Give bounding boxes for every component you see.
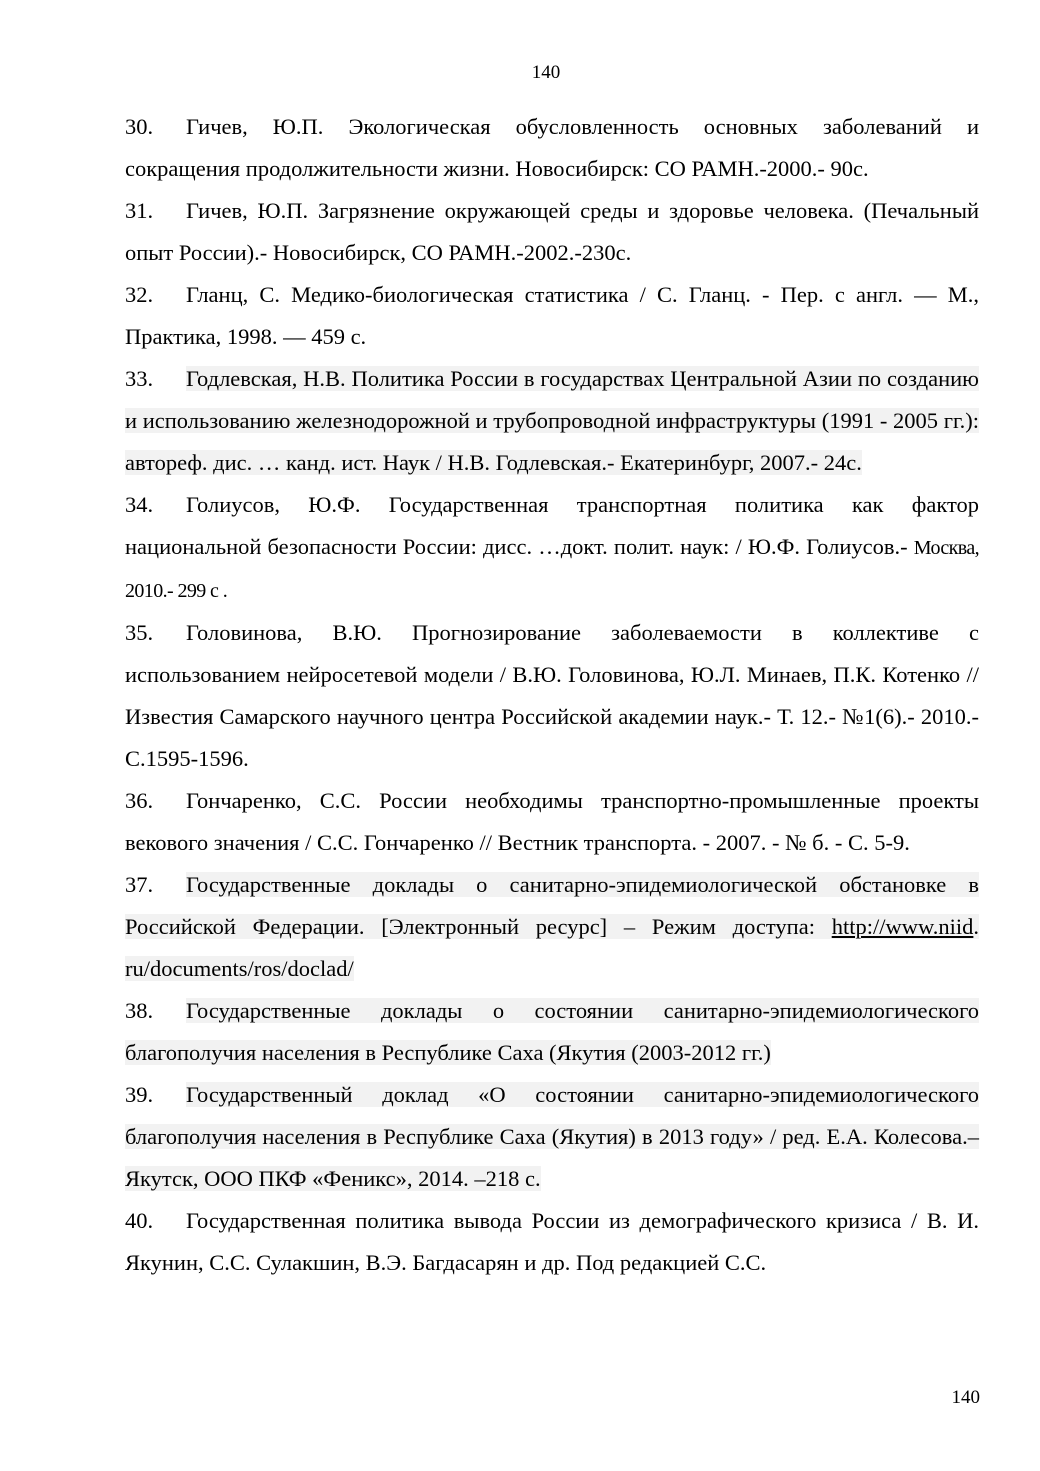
reference-item-37	[125, 864, 979, 990]
reference-item-33	[125, 358, 979, 484]
page-number-top: 140	[531, 62, 561, 83]
reference-text: Годлевская, Н.В. Политика России в государствах Центральной Азии по созданию и использованию железнодорожной и трубопроводной инфраструктуры (1991 - 2005 гг.): автореф. дис. … канд. ист. Наук / Н.В. Годлевская.- Екатеринбург, 2007.- 24с.	[125, 366, 979, 475]
reference-item-31	[125, 190, 979, 274]
reference-number: 33.	[125, 366, 154, 391]
reference-item-36	[125, 780, 979, 864]
reference-text-tail: Москва, 2010.- 299 с .	[125, 537, 979, 602]
reference-text: Гичев, Ю.П. Загрязнение окружающей среды и здоровье человека. (Печальный опыт России).- Новосибирск, СО РАМН.-2002.-230с.	[125, 198, 979, 265]
reference-text: Гланц, С. Медико-биологическая статистика / С. Гланц. - Пер. с англ. — М., Практика, 1998. — 459 с.	[125, 282, 979, 349]
reference-item-32	[125, 274, 979, 358]
reference-item-40	[125, 1200, 979, 1284]
reference-list	[125, 106, 979, 1284]
reference-text: Голиусов, Ю.Ф. Государственная транспортная политика как фактор национальной безопасности России: дисс. …докт. полит. наук: / Ю.Ф. Голиусов.-	[125, 492, 979, 559]
reference-link[interactable]: http://www.niid	[831, 914, 974, 939]
page-number-bottom: 140	[951, 1387, 980, 1408]
reference-number: 31.	[125, 198, 154, 223]
reference-item-35	[125, 612, 979, 780]
reference-item-39	[125, 1074, 979, 1200]
reference-number: 39.	[125, 1082, 154, 1107]
reference-text: Государственные доклады о санитарно-эпидемиологической обстановке в Российской Федерации. [Электронный ресурс] – Режим доступа:	[125, 872, 979, 939]
reference-text: Государственная политика вывода России из демографического кризиса / В. И. Якунин, С.С. Сулакшин, В.Э. Багдасарян и др. Под редакцией С.С.	[125, 1208, 979, 1275]
reference-item-38	[125, 990, 979, 1074]
reference-number: 37.	[125, 872, 154, 897]
reference-text: Гончаренко, С.С. России необходимы транспортно-промышленные проекты векового значения / С.С. Гончаренко // Вестник транспорта. - 2007. - № б. - С. 5-9.	[125, 788, 979, 855]
reference-text: Головинова, В.Ю. Прогнозирование заболеваемости в коллективе с использованием нейросетевой модели / В.Ю. Головинова, Ю.Л. Минаев, П.К. Котенко // Известия Самарского научного центра Российской академии наук.- Т. 12.- №1(6).- 2010.- С.1595-1596.	[125, 620, 979, 771]
reference-text: Государственные доклады о состоянии санитарно-эпидемиологического благополучия населения в Республике Саха (Якутия (2003-2012 гг.)	[125, 998, 979, 1065]
reference-number: 38.	[125, 998, 154, 1023]
reference-number: 34.	[125, 492, 154, 517]
reference-number: 32.	[125, 282, 154, 307]
reference-item-30	[125, 106, 979, 190]
reference-number: 40.	[125, 1208, 154, 1233]
reference-number: 30.	[125, 114, 154, 139]
reference-number: 36.	[125, 788, 154, 813]
reference-number: 35.	[125, 620, 154, 645]
reference-text: Государственный доклад «О состоянии санитарно-эпидемиологического благополучия населения в Республике Саха (Якутия) в 2013 году» / ред. Е.А. Колесова.– Якутск, ООО ПКФ «Феникс», 2014. –218 с.	[125, 1082, 979, 1191]
reference-item-34	[125, 484, 979, 612]
reference-text: Гичев, Ю.П. Экологическая обусловленность основных заболеваний и сокращения продолжительности жизни. Новосибирск: СО РАМН.-2000.- 90с.	[125, 114, 979, 181]
reference-text-tail: . ru/documents/ros/doclad/	[125, 914, 979, 981]
